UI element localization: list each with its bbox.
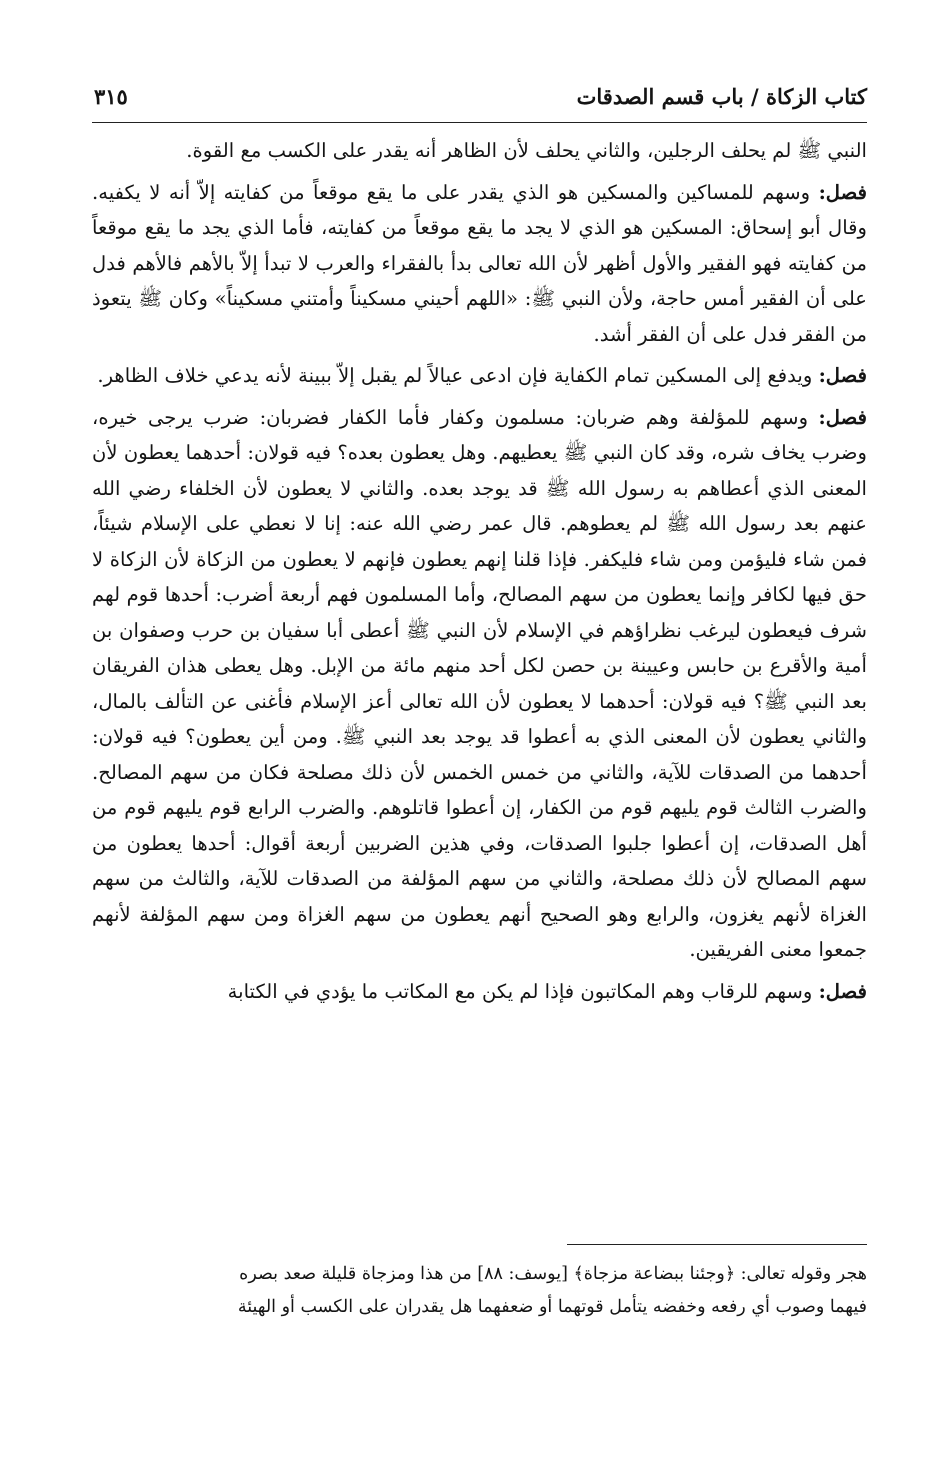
paragraph-5-text: وسهم للرقاب وهم المكاتبون فإذا لم يكن مع المكاتب ما يؤدي في الكتابة — [227, 979, 813, 1003]
paragraph-1 — [92, 133, 867, 169]
footnotes — [92, 1258, 867, 1324]
page-number: ٣١٥ — [94, 84, 128, 109]
section-label: فصل: — [818, 405, 867, 429]
paragraph-4 — [92, 400, 867, 968]
footnote-line-2: فيهما وصوب أي رفعه وخفضه يتأمل قوتهما أو ضعفهما هل يقدران على الكسب أو الهيئة — [237, 1297, 867, 1317]
section-label: فصل: — [818, 364, 867, 387]
paragraph-3-text: ويدفع إلى المسكين تمام الكفاية فإن ادعى عيالاً لم يقبل إلاّ ببينة لأنه يدعي خلاف الظاهر. — [97, 364, 813, 387]
paragraph-3 — [92, 358, 867, 394]
paragraph-2-text: وسهم للمساكين والمسكين هو الذي يقدر على ما يقع موقعاً من كفايته إلاّ أنه لا يكفيه. وقال أبو إسحاق: المسكين هو الذي لا يجد ما يقع موقعاً من كفايته، فأما الذي يجد ما يقع موقعاً من كفايته فهو الفقير والأول أظهر لأن الله تعالى بدأ بالفقراء والعرب لا تبدأ إلاّ بالأهم فالأهم فدل على أن الفقير أمس حاجة، ولأن النبي ﷺ: «اللهم أحيني مسكيناً وأمتني مسكيناً» وكان ﷺ يتعوذ من الفقر فدل على أن الفقر أشد. — [92, 180, 867, 346]
footnote-line-1: هجر وقوله تعالى: ﴿وجئنا ببضاعة مزجاة﴾ [يوسف: ٨٨] من هذا ومزجاة قليلة صعد بصره — [239, 1264, 867, 1284]
paragraph-4-text: وسهم للمؤلفة وهم ضربان: مسلمون وكفار فأما الكفار فضربان: ضرب يرجى خيره، وضرب يخاف شره، وقد كان النبي ﷺ يعطيهم. وهل يعطون بعده؟ فيه قولان: أحدهما يعطون لأن المعنى الذي أعطاهم به رسول الله ﷺ قد يوجد بعده. والثاني لا يعطون لأن الخلفاء رضي الله عنهم بعد رسول الله ﷺ لم يعطوهم. قال عمر رضي الله عنه: إنا لا نعطي على الإسلام شيئاً، فمن شاء فليؤمن ومن شاء فليكفر. فإذا قلنا إنهم يعطون فإنهم لا يعطون من الزكاة لأن الزكاة لا حق فيها لكافر وإنما يعطون من سهم المصالح، وأما المسلمون فهم أربعة أضرب: أحدها قوم لهم شرف فيعطون ليرغب نظراؤهم في الإسلام لأن النبي ﷺ أعطى أبا سفيان بن حرب وصفوان بن أمية والأقرع بن حابس وعيينة بن حصن لكل أحد منهم مائة من الإبل. وهل يعطى هذان الفريقان بعد النبي ﷺ؟ فيه قولان: أحدهما لا يعطون لأن الله تعالى أعز الإسلام فأغنى عن التألف بالمال، والثاني يعطون لأن المعنى الذي به أعطوا قد يوجد بعد النبي ﷺ. ومن أين يعطون؟ فيه قولان: أحدهما من الصدقات للآية، والثاني من خمس الخمس لأن ذلك مصلحة فكان من سهم المصالح. والضرب الثالث قوم يليهم قوم من الكفار، إن أعطوا قاتلوهم. والضرب الرابع قوم يليهم قوم من أهل الصدقات، إن أعطوا جلبوا الصدقات، وفي هذين الضربين أربعة أقوال: أحدها يعطون من سهم المصالح لأن ذلك مصلحة، والثاني من سهم المؤلفة من الصدقات للآية، والثالث من سهم الغزاة لأنهم يغزون، والرابع وهو الصحيح أنهم يعطون من سهم الغزاة ومن سهم المؤلفة لأنهم جمعوا معنى الفريقين. — [92, 405, 867, 961]
book-page — [92, 78, 868, 1317]
page-header — [92, 78, 867, 123]
running-title: كتاب الزكاة / باب قسم الصدقات — [576, 84, 867, 109]
section-label: فصل: — [818, 979, 867, 1003]
footnote-divider — [567, 1244, 867, 1245]
main-text — [92, 133, 867, 1009]
paragraph-2 — [92, 175, 867, 353]
paragraph-1-text: النبي ﷺ لم يحلف الرجلين، والثاني يحلف لأن الظاهر أنه يقدر على الكسب مع القوة. — [186, 139, 867, 162]
paragraph-5 — [92, 974, 867, 1010]
section-label: فصل: — [818, 180, 868, 204]
